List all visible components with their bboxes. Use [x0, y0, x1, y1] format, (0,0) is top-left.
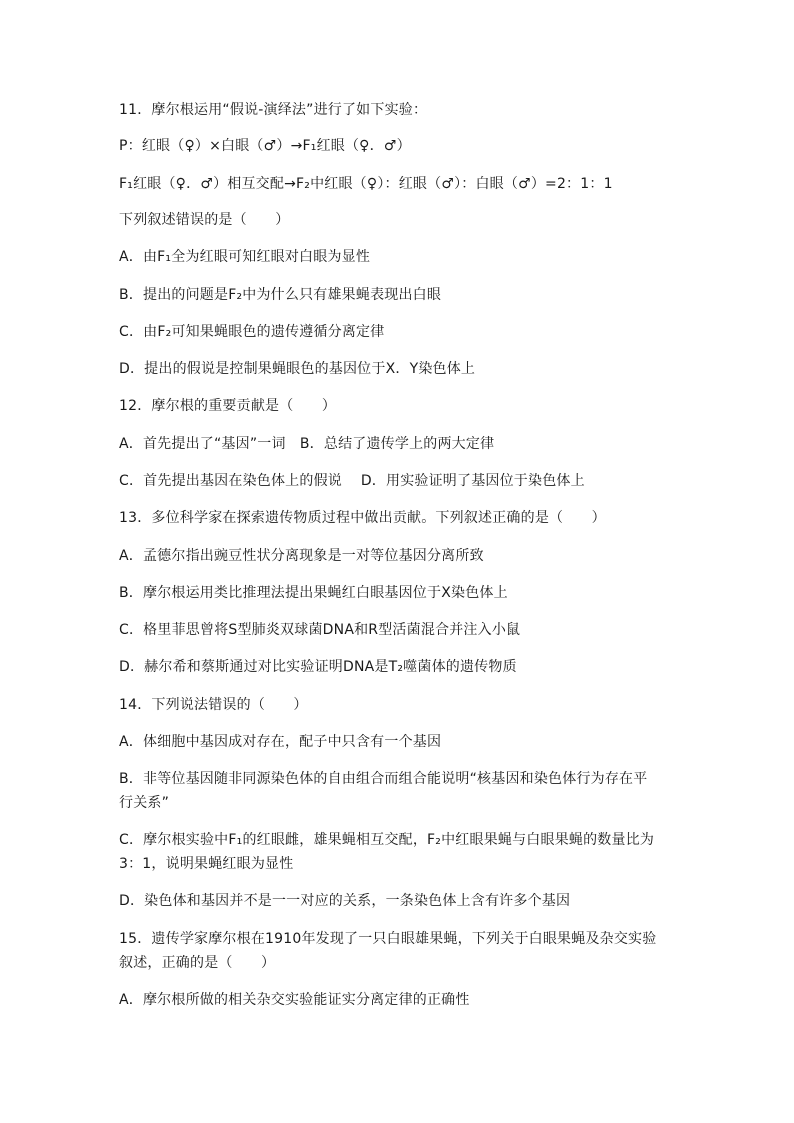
- question-11-option-d: D．提出的假说是控制果蝇眼色的基因位于X．Y染色体上: [119, 361, 476, 377]
- question-12-stem: 12．摩尔根的重要贡献是（ ）: [119, 398, 337, 414]
- question-14-option-b-cont: 行关系”: [119, 795, 170, 811]
- question-11-cross-f1: F₁红眼（♀．♂）相互交配→F₂中红眼（♀）：红眼（♂）：白眼（♂）=2：1：1: [119, 176, 613, 192]
- question-11-option-c: C．由F₂可知果蝇眼色的遗传遵循分离定律: [119, 324, 385, 340]
- question-13-option-b: B．摩尔根运用类比推理法提出果蝇红白眼基因位于X染色体上: [119, 585, 508, 601]
- question-12-options-cd: C．首先提出基因在染色体上的假说 D．用实验证明了基因位于染色体上: [119, 473, 585, 489]
- question-13-option-a: A．孟德尔指出豌豆性状分离现象是一对等位基因分离所致: [119, 548, 484, 564]
- question-11-option-b: B．提出的问题是F₂中为什么只有雄果蝇表现出白眼: [119, 287, 442, 303]
- question-11-stem: 11．摩尔根运用“假说-演绎法”进行了如下实验：: [119, 102, 428, 118]
- question-15-stem: 15．遗传学家摩尔根在1910年发现了一只白眼雄果蝇，下列关于白眼果蝇及杂交实验: [119, 931, 657, 947]
- question-14-option-c: C．摩尔根实验中F₁的红眼雌，雄果蝇相互交配，F₂中红眼果蝇与白眼果蝇的数量比为: [119, 832, 655, 848]
- question-13-option-d: D．赫尔希和蔡斯通过对比实验证明DNA是T₂噬菌体的遗传物质: [119, 659, 517, 675]
- question-14-stem: 14．下列说法错误的（ ）: [119, 697, 308, 713]
- question-14-option-b: B．非等位基因随非同源染色体的自由组合而组合能说明“核基因和染色体行为存在平: [119, 771, 648, 787]
- question-15-option-a: A．摩尔根所做的相关杂交实验能证实分离定律的正确性: [119, 992, 470, 1008]
- question-14-option-d: D．染色体和基因并不是一一对应的关系，一条染色体上含有许多个基因: [119, 893, 571, 909]
- question-11-prompt: 下列叙述错误的是（ ）: [119, 212, 290, 228]
- question-14-option-a: A．体细胞中基因成对存在，配子中只含有一个基因: [119, 734, 442, 750]
- question-11-option-a: A．由F₁全为红眼可知红眼对白眼为显性: [119, 249, 371, 265]
- question-12-options-ab: A．首先提出了“基因”一词 B．总结了遗传学上的两大定律: [119, 436, 495, 452]
- question-13-option-c: C．格里菲思曾将S型肺炎双球菌DNA和R型活菌混合并注入小鼠: [119, 622, 521, 638]
- question-15-stem-cont: 叙述，正确的是（ ）: [119, 955, 276, 971]
- question-14-option-c-cont: 3：1，说明果蝇红眼为显性: [119, 856, 294, 872]
- question-11-cross-p: P：红眼（♀）×白眼（♂）→F₁红眼（♀．♂）: [119, 138, 411, 154]
- question-13-stem: 13．多位科学家在探索遗传物质过程中做出贡献。下列叙述正确的是（ ）: [119, 510, 606, 526]
